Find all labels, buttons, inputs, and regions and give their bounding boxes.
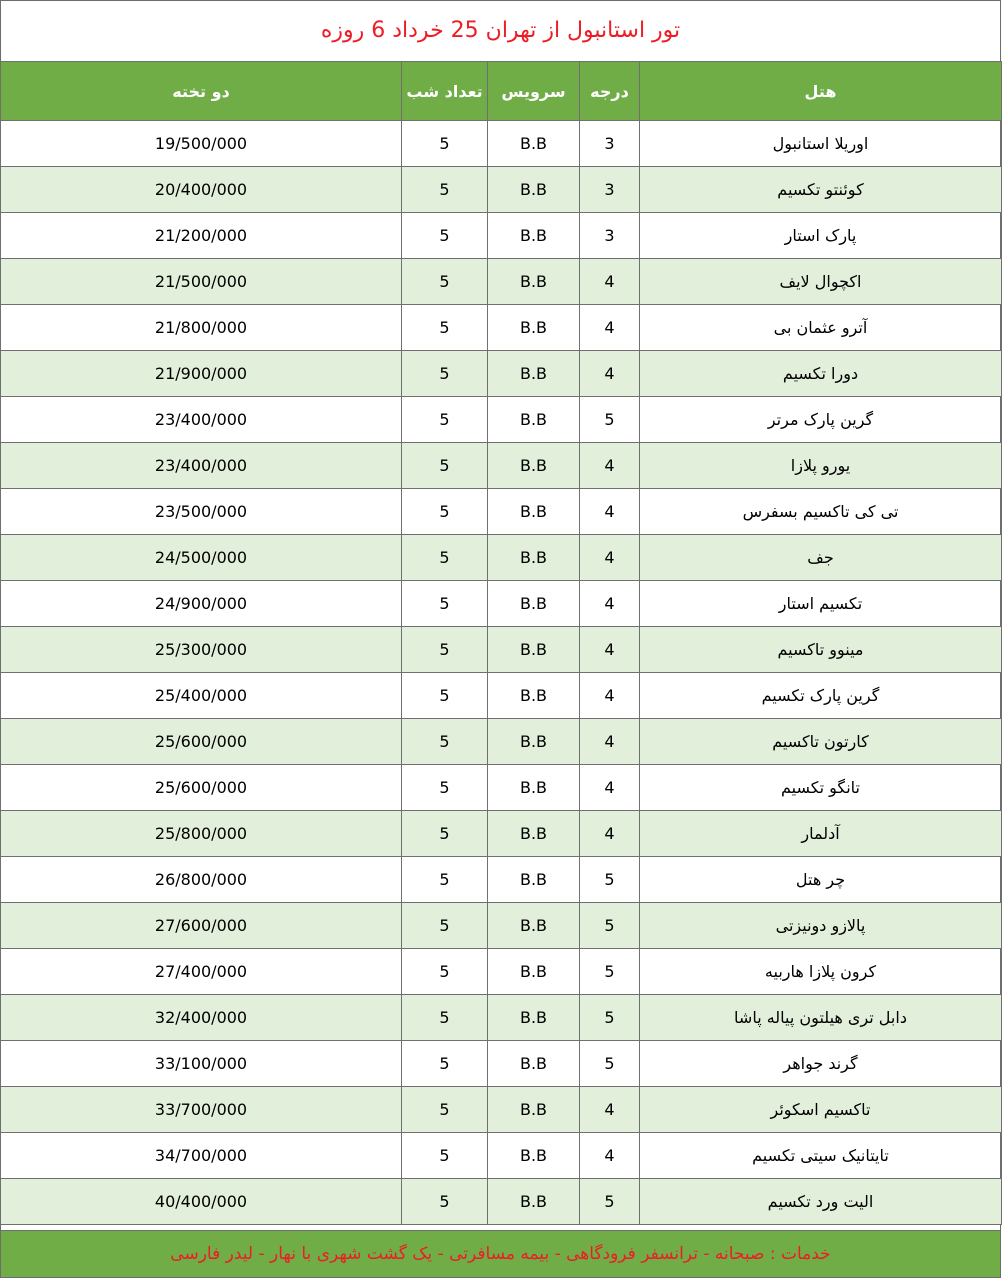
cell-grade: 5 xyxy=(580,949,640,995)
cell-grade: 4 xyxy=(580,581,640,627)
cell-nights: 5 xyxy=(402,857,488,903)
cell-grade: 4 xyxy=(580,719,640,765)
column-header-hotel: هتل xyxy=(640,62,1002,121)
table-row xyxy=(1,259,1002,305)
cell-hotel: آدلمار xyxy=(640,811,1002,857)
cell-grade: 5 xyxy=(580,903,640,949)
table-row xyxy=(1,121,1002,167)
cell-double: 33/700/000 xyxy=(1,1087,402,1133)
cell-nights: 5 xyxy=(402,489,488,535)
cell-service: B.B xyxy=(488,305,580,351)
table-row xyxy=(1,1179,1002,1225)
cell-nights: 5 xyxy=(402,213,488,259)
cell-nights: 5 xyxy=(402,995,488,1041)
cell-nights: 5 xyxy=(402,397,488,443)
table-row xyxy=(1,673,1002,719)
cell-service: B.B xyxy=(488,995,580,1041)
cell-hotel: آترو عثمان بی xyxy=(640,305,1002,351)
column-header-double: دو تخته xyxy=(1,62,402,121)
cell-service: B.B xyxy=(488,903,580,949)
cell-service: B.B xyxy=(488,581,580,627)
cell-hotel: گرین پارک تکسیم xyxy=(640,673,1002,719)
cell-double: 21/900/000 xyxy=(1,351,402,397)
cell-nights: 5 xyxy=(402,765,488,811)
cell-service: B.B xyxy=(488,1041,580,1087)
cell-hotel: تکسیم استار xyxy=(640,581,1002,627)
table-row xyxy=(1,305,1002,351)
table-row xyxy=(1,949,1002,995)
cell-grade: 5 xyxy=(580,397,640,443)
cell-hotel: تی کی تاکسیم بسفرس xyxy=(640,489,1002,535)
cell-double: 25/600/000 xyxy=(1,719,402,765)
cell-grade: 4 xyxy=(580,811,640,857)
cell-hotel: اکچوال لایف xyxy=(640,259,1002,305)
cell-nights: 5 xyxy=(402,167,488,213)
table-row xyxy=(1,765,1002,811)
column-header-grade: درجه xyxy=(580,62,640,121)
cell-nights: 5 xyxy=(402,351,488,397)
cell-hotel: دورا تکسیم xyxy=(640,351,1002,397)
cell-double: 20/400/000 xyxy=(1,167,402,213)
cell-service: B.B xyxy=(488,765,580,811)
cell-grade: 4 xyxy=(580,489,640,535)
cell-double: 32/400/000 xyxy=(1,995,402,1041)
cell-double: 21/500/000 xyxy=(1,259,402,305)
cell-nights: 5 xyxy=(402,1087,488,1133)
cell-double: 27/400/000 xyxy=(1,949,402,995)
cell-nights: 5 xyxy=(402,949,488,995)
cell-nights: 5 xyxy=(402,443,488,489)
table-row xyxy=(1,811,1002,857)
cell-grade: 5 xyxy=(580,1041,640,1087)
cell-grade: 3 xyxy=(580,213,640,259)
table-row xyxy=(1,1133,1002,1179)
cell-service: B.B xyxy=(488,259,580,305)
cell-service: B.B xyxy=(488,213,580,259)
cell-service: B.B xyxy=(488,167,580,213)
cell-hotel: یورو پلازا xyxy=(640,443,1002,489)
cell-service: B.B xyxy=(488,627,580,673)
cell-hotel: دابل تری هیلتون پیاله پاشا xyxy=(640,995,1002,1041)
cell-double: 24/900/000 xyxy=(1,581,402,627)
table-row xyxy=(1,397,1002,443)
cell-double: 40/400/000 xyxy=(1,1179,402,1225)
cell-service: B.B xyxy=(488,351,580,397)
cell-grade: 4 xyxy=(580,351,640,397)
cell-grade: 3 xyxy=(580,167,640,213)
cell-service: B.B xyxy=(488,811,580,857)
cell-service: B.B xyxy=(488,443,580,489)
table-header-row xyxy=(1,62,1002,121)
cell-hotel: جف xyxy=(640,535,1002,581)
cell-double: 27/600/000 xyxy=(1,903,402,949)
cell-double: 33/100/000 xyxy=(1,1041,402,1087)
cell-double: 25/800/000 xyxy=(1,811,402,857)
cell-grade: 3 xyxy=(580,121,640,167)
cell-double: 23/400/000 xyxy=(1,443,402,489)
cell-hotel: گرند جواهر xyxy=(640,1041,1002,1087)
cell-grade: 4 xyxy=(580,673,640,719)
cell-grade: 4 xyxy=(580,765,640,811)
cell-double: 23/500/000 xyxy=(1,489,402,535)
cell-service: B.B xyxy=(488,1179,580,1225)
cell-double: 34/700/000 xyxy=(1,1133,402,1179)
cell-hotel: مینوو تاکسیم xyxy=(640,627,1002,673)
page-title: تور استانبول از تهران 25 خرداد 6 روزه xyxy=(320,18,681,43)
table-row xyxy=(1,1041,1002,1087)
cell-grade: 5 xyxy=(580,995,640,1041)
table-body xyxy=(1,121,1002,1225)
cell-nights: 5 xyxy=(402,719,488,765)
cell-nights: 5 xyxy=(402,1041,488,1087)
cell-hotel: کارتون تاکسیم xyxy=(640,719,1002,765)
cell-service: B.B xyxy=(488,535,580,581)
table-row xyxy=(1,351,1002,397)
cell-grade: 4 xyxy=(580,535,640,581)
table-row xyxy=(1,627,1002,673)
table-row xyxy=(1,1087,1002,1133)
table-row xyxy=(1,213,1002,259)
cell-nights: 5 xyxy=(402,903,488,949)
cell-nights: 5 xyxy=(402,121,488,167)
cell-hotel: پارک استار xyxy=(640,213,1002,259)
cell-double: 25/600/000 xyxy=(1,765,402,811)
services-footer: خدمات : صبحانه - ترانسفر فرودگاهی - بیمه مسافرتی - یک گشت شهری با نهار - لیدر فارسی xyxy=(1,1230,1000,1277)
table-row xyxy=(1,443,1002,489)
cell-grade: 4 xyxy=(580,1133,640,1179)
cell-service: B.B xyxy=(488,949,580,995)
table-row xyxy=(1,167,1002,213)
hotel-price-table xyxy=(0,61,1002,1225)
cell-service: B.B xyxy=(488,1087,580,1133)
cell-nights: 5 xyxy=(402,535,488,581)
cell-service: B.B xyxy=(488,121,580,167)
cell-hotel: چر هتل xyxy=(640,857,1002,903)
table-row xyxy=(1,719,1002,765)
cell-nights: 5 xyxy=(402,1133,488,1179)
cell-service: B.B xyxy=(488,489,580,535)
cell-service: B.B xyxy=(488,673,580,719)
cell-nights: 5 xyxy=(402,305,488,351)
cell-double: 21/200/000 xyxy=(1,213,402,259)
cell-hotel: الیت ورد تکسیم xyxy=(640,1179,1002,1225)
cell-nights: 5 xyxy=(402,811,488,857)
cell-double: 21/800/000 xyxy=(1,305,402,351)
cell-hotel: پالازو دونیزتی xyxy=(640,903,1002,949)
table-row xyxy=(1,535,1002,581)
cell-grade: 4 xyxy=(580,443,640,489)
cell-hotel: کرون پلازا هاربیه xyxy=(640,949,1002,995)
cell-service: B.B xyxy=(488,857,580,903)
cell-double: 25/300/000 xyxy=(1,627,402,673)
table-row xyxy=(1,581,1002,627)
cell-grade: 5 xyxy=(580,1179,640,1225)
cell-nights: 5 xyxy=(402,627,488,673)
cell-hotel: گرین پارک مرتر xyxy=(640,397,1002,443)
cell-service: B.B xyxy=(488,397,580,443)
cell-service: B.B xyxy=(488,1133,580,1179)
cell-hotel: کوئنتو تکسیم xyxy=(640,167,1002,213)
cell-nights: 5 xyxy=(402,259,488,305)
cell-double: 25/400/000 xyxy=(1,673,402,719)
cell-double: 23/400/000 xyxy=(1,397,402,443)
table-row xyxy=(1,995,1002,1041)
table-row xyxy=(1,903,1002,949)
cell-hotel: اوریلا استانبول xyxy=(640,121,1002,167)
cell-grade: 4 xyxy=(580,305,640,351)
column-header-service: سرویس xyxy=(488,62,580,121)
cell-double: 24/500/000 xyxy=(1,535,402,581)
cell-double: 19/500/000 xyxy=(1,121,402,167)
cell-grade: 4 xyxy=(580,1087,640,1133)
cell-grade: 4 xyxy=(580,627,640,673)
cell-hotel: تاکسیم اسکوئر xyxy=(640,1087,1002,1133)
cell-double: 26/800/000 xyxy=(1,857,402,903)
table-row xyxy=(1,857,1002,903)
column-header-nights: تعداد شب xyxy=(402,62,488,121)
cell-nights: 5 xyxy=(402,1179,488,1225)
cell-grade: 4 xyxy=(580,259,640,305)
cell-nights: 5 xyxy=(402,581,488,627)
cell-grade: 5 xyxy=(580,857,640,903)
table-row xyxy=(1,489,1002,535)
cell-service: B.B xyxy=(488,719,580,765)
cell-hotel: تایتانیک سیتی تکسیم xyxy=(640,1133,1002,1179)
cell-nights: 5 xyxy=(402,673,488,719)
cell-hotel: تانگو تکسیم xyxy=(640,765,1002,811)
